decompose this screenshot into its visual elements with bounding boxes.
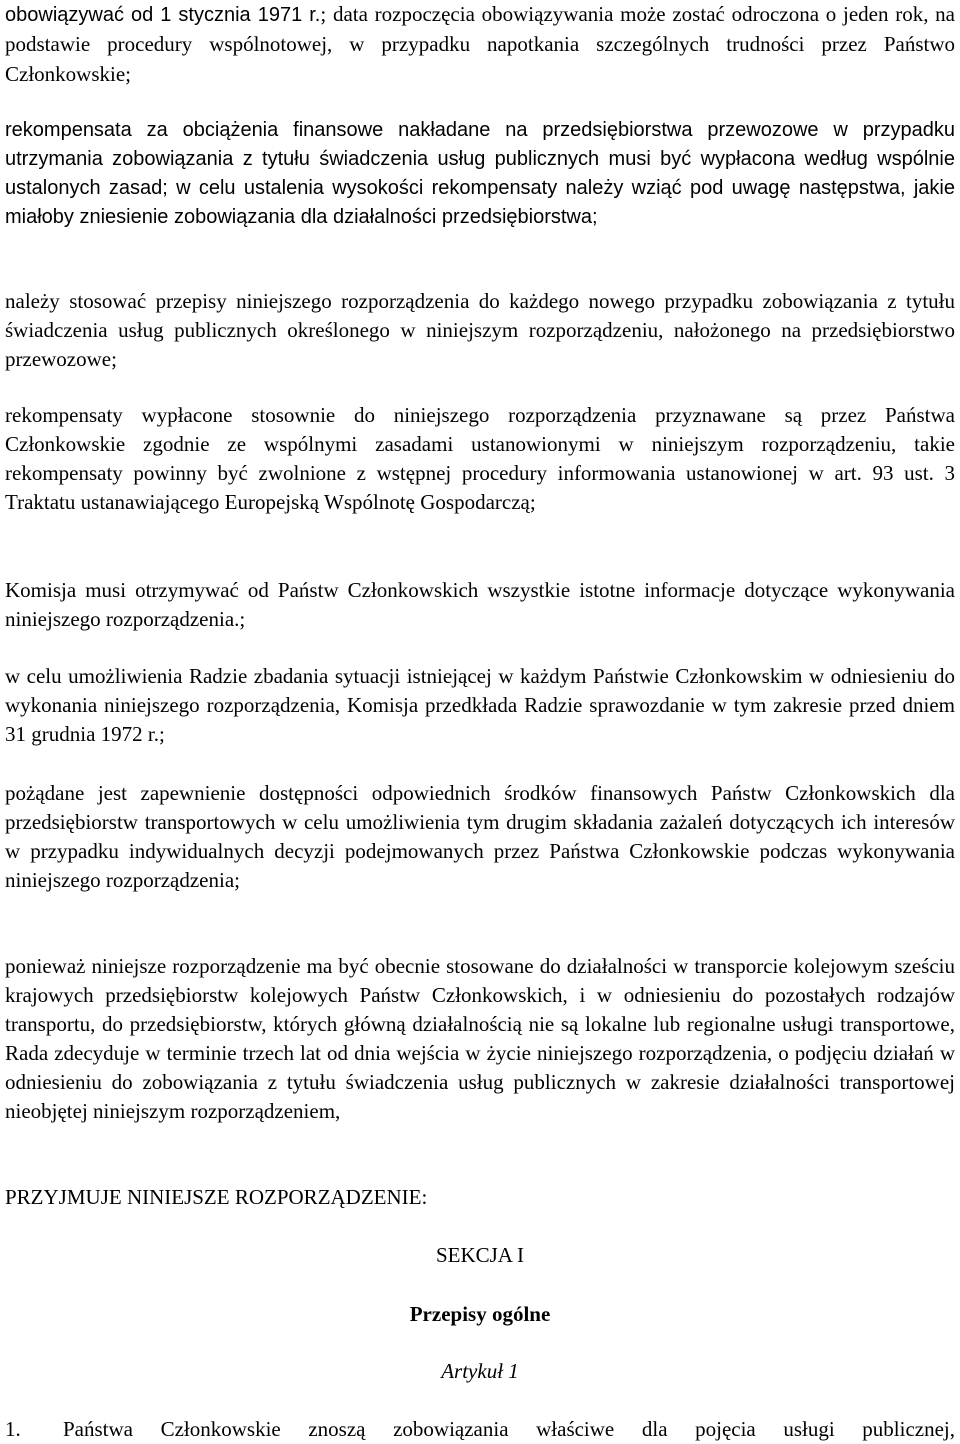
paragraph-intro	[5, 0, 955, 90]
paragraph-new-obligations: należy stosować przepisy niniejszego rozporządzenia do każdego nowego przypadku zobowiązania z tytułu świadczenia usług publicznych określonego w niniejszym rozporządzeniu, nałożonego na przedsiębiorstwo przewozowe;	[5, 289, 955, 371]
section-subtitle: Przepisy ogólne	[409, 1302, 551, 1326]
section-title: SEKCJA I	[435, 1243, 525, 1267]
paragraph-compensation-payments: rekompensaty wypłacone stosownie do niniejszego rozporządzenia przyznawane są przez Państwa Członkowskie zgodnie ze wspólnymi zasadami ustanowionymi w niniejszym rozporządzeniu, takie rekompensaty powinny być zwolnione z wstępnej procedury informowania ustanowionej w art. 93 ust. 3 Traktatu ustanawiającego Europejską Wspólnotę Gospodarczą;	[5, 403, 955, 514]
article-item-text: Państwa Członkowskie znoszą zobowiązania właściwe dla pojęcia usługi publicznej,	[63, 1417, 955, 1441]
paragraph-legal-remedies: pożądane jest zapewnienie dostępności odpowiednich środków finansowych Państw Członkowskich dla przedsiębiorstw transportowych w celu umożliwienia tym drugim składania zażaleń dotyczących ich interesów w przypadku indywidualnych decyzji podejmowanych przez Państwa Członkowskie podczas wykonywania niniejszego rozporządzenia;	[5, 781, 955, 892]
paragraph-compensation: rekompensata za obciążenia finansowe nakładane na przedsiębiorstwa przewozowe w przypadku utrzymania zobowiązania z tytułu świadczenia usług publicznych musi być wypłacona według wspólnie ustalonych zasad; w celu ustalenia wysokości rekompensaty należy wziąć pod uwagę następstwa, jakie miałoby zniesienie zobowiązania dla działalności przedsiębiorstwa;	[5, 119, 955, 228]
paragraph-intro-serif: ; data rozpoczęcia obowiązywania może zostać odroczona o jeden rok, na podstawie procedury wspólnotowej, w przypadku napotkania szczególnych trudności przez Państwo Członkowskie;	[5, 2, 955, 86]
enacting-clause: PRZYJMUJE NINIEJSZE ROZPORZĄDZENIE:	[5, 1185, 428, 1209]
paragraph-scope: ponieważ niniejsze rozporządzenie ma być obecnie stosowane do działalności w transporcie kolejowym sześciu krajowych przedsiębiorstw kolejowych Państw Członkowskich, i w odniesieniu do pozostałych rodzajów transportu, do przedsiębiorstw, których główną działalnością nie są lokalne lub regionalne usługi transportowe, Rada zdecyduje w terminie trzech lat od dnia wejścia w życie niniejszego rozporządzenia, o podjęciu działań w odniesieniu do zobowiązania z tytułu świadczenia usług publicznych w zakresie działalności transportowej nieobjętej niniejszym rozporządzeniem,	[5, 954, 955, 1123]
article-title: Artykuł 1	[441, 1359, 519, 1383]
paragraph-intro-sans: obowiązywać od 1 stycznia 1971 r.	[5, 4, 321, 26]
paragraph-commission-information: Komisja musi otrzymywać od Państw Członkowskich wszystkie istotne informacje dotyczące wykonywania niniejszego rozporządzenia.;	[5, 578, 955, 631]
paragraph-commission-report: w celu umożliwienia Radzie zbadania sytuacji istniejącej w każdym Państwie Członkowskim w odniesieniu do wykonania niniejszego rozporządzenia, Komisja przedkłada Radzie sprawozdanie w tym zakresie przed dniem 31 grudnia 1972 r.;	[5, 664, 955, 746]
article-item-number: 1.	[5, 1417, 21, 1441]
